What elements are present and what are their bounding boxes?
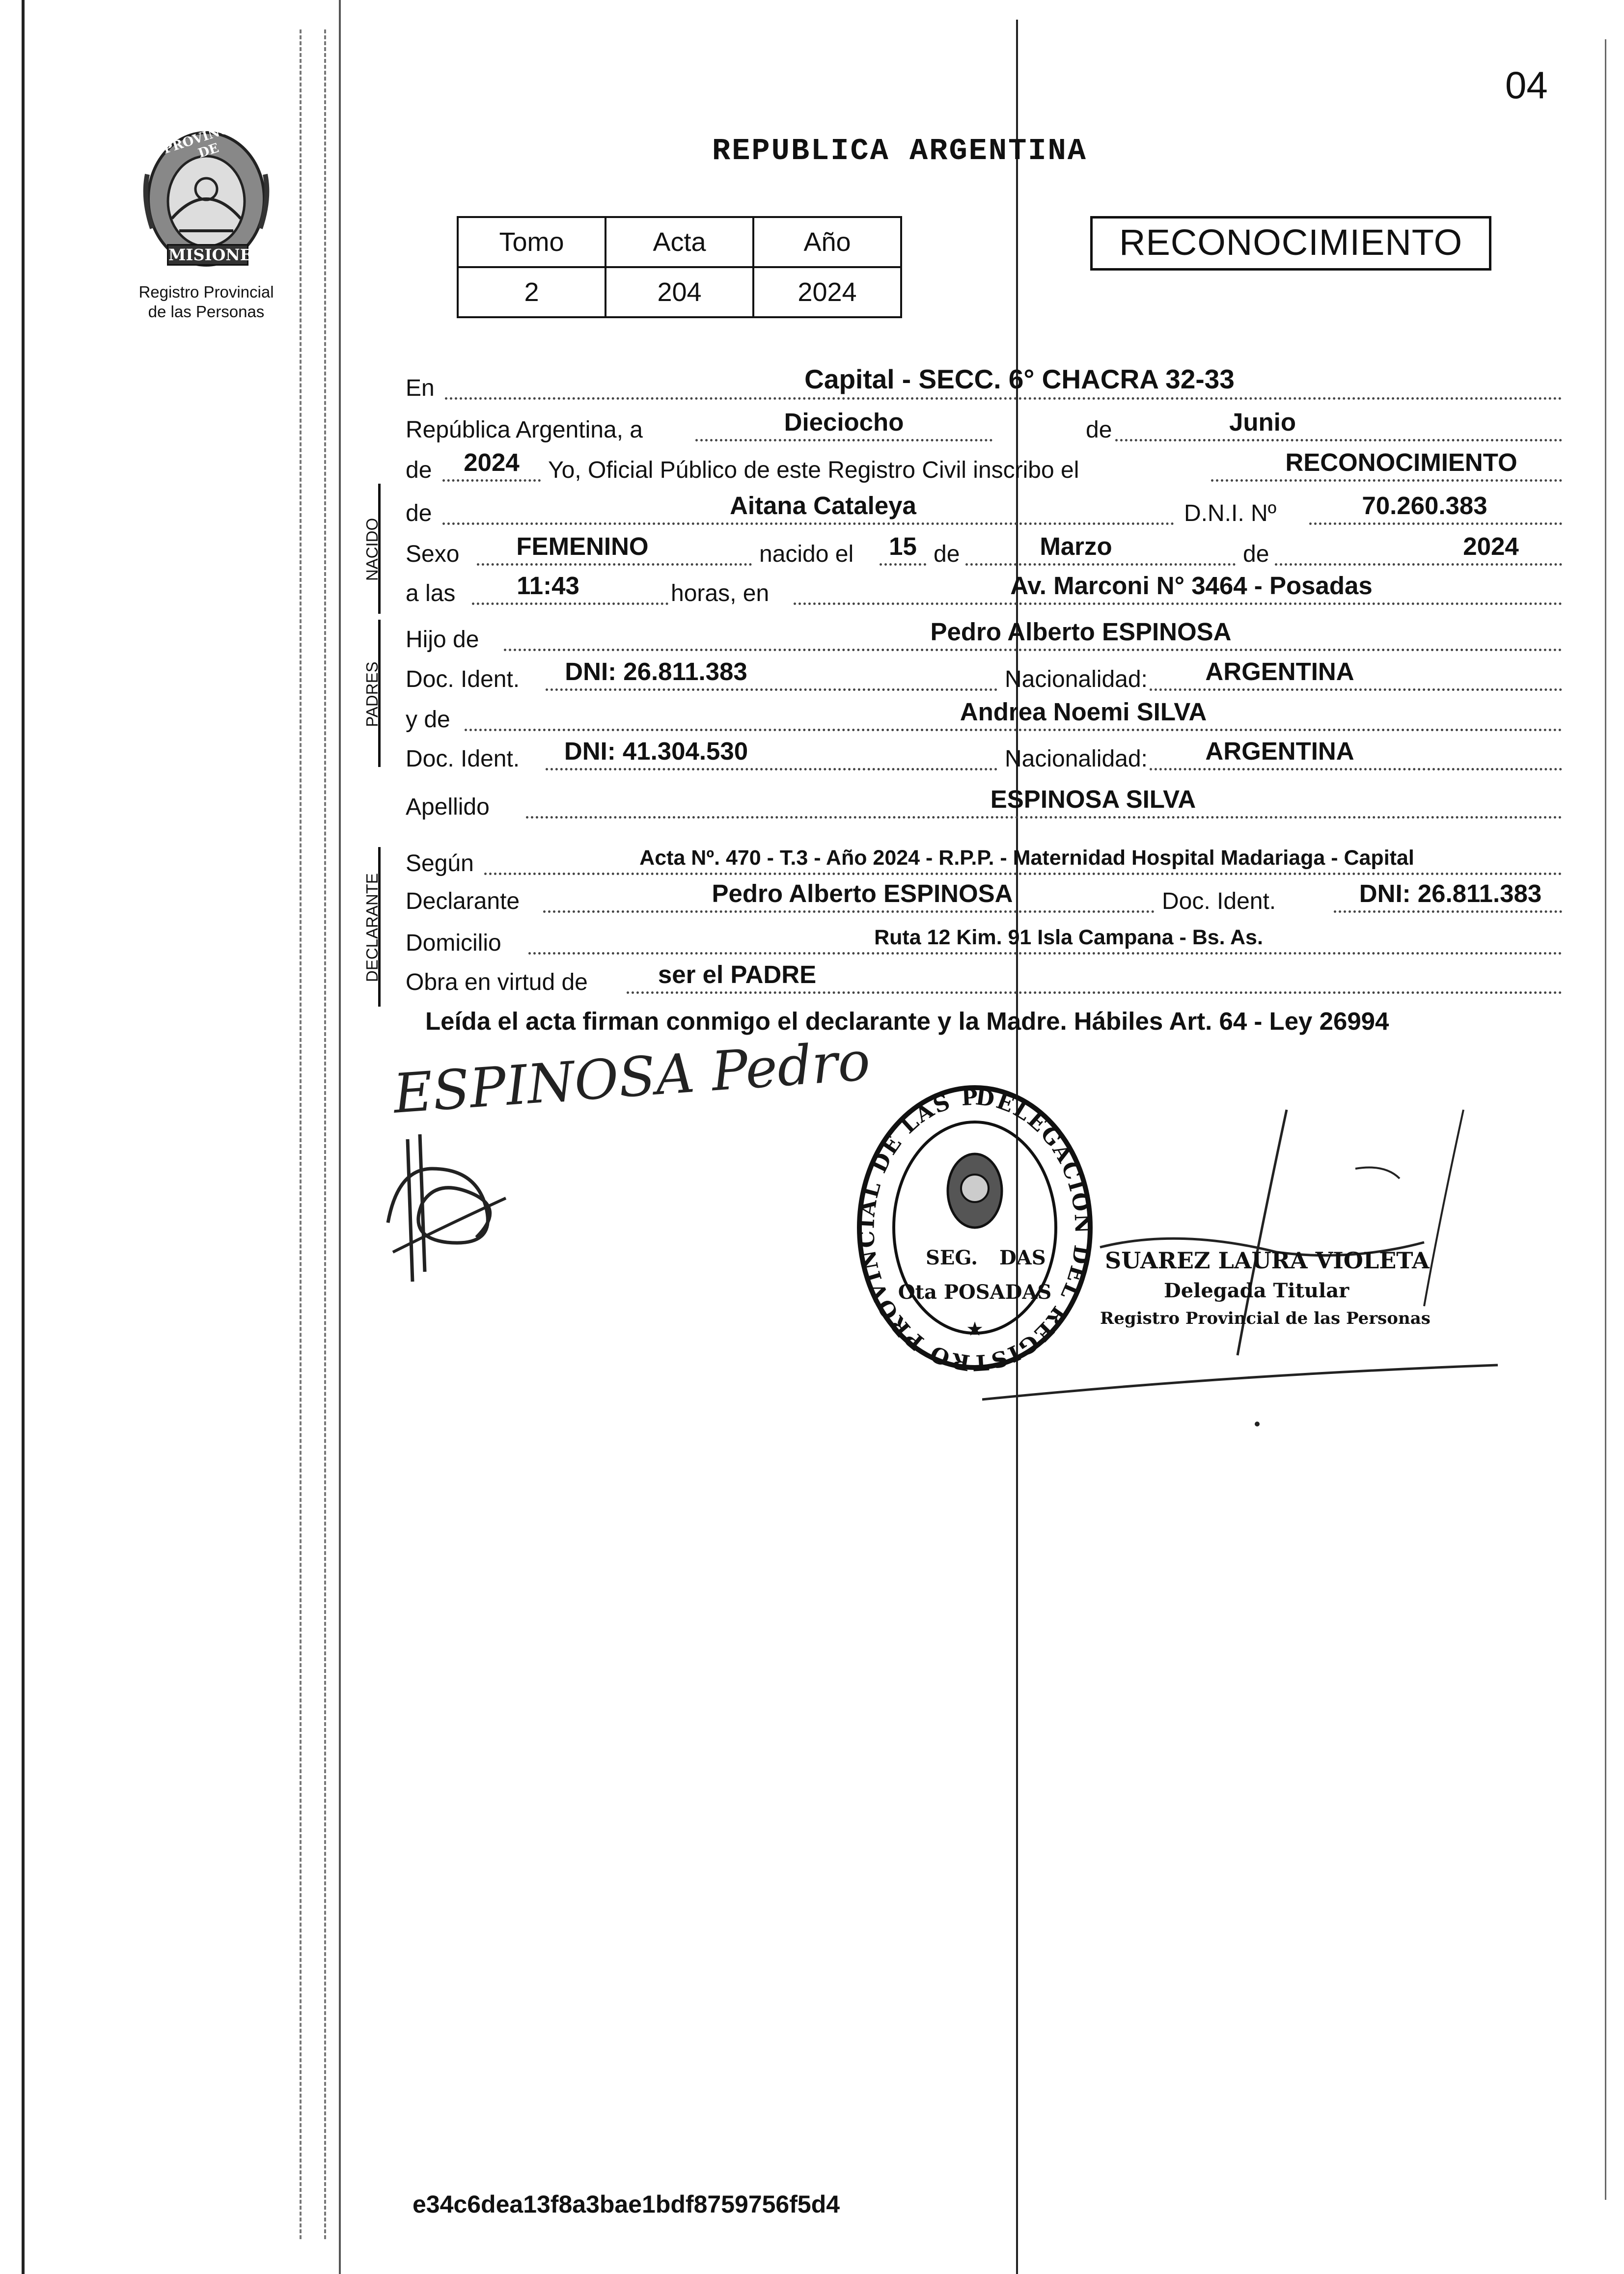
yde-label: y de <box>406 707 450 733</box>
row-domicilio <box>406 923 1562 962</box>
document-title: REPUBLICA ARGENTINA <box>712 134 1087 168</box>
row-segun <box>406 844 1562 883</box>
segun-value: Acta Nº. 470 - T.3 - Año 2024 - R.P.P. - Maternidad Hospital Madariaga - Capital <box>639 846 1414 870</box>
document-hash: e34c6dea13f8a3bae1bdf8759756f5d4 <box>413 2191 840 2218</box>
nacido-label: nacido el <box>759 541 854 567</box>
acta-header: Acta <box>606 217 753 267</box>
padres-section-label: PADRES <box>363 661 381 727</box>
row-declarante <box>406 881 1562 921</box>
row-nombre <box>406 493 1562 533</box>
de-label-2: de <box>406 457 432 483</box>
en-value: Capital - SECC. 6° CHACRA 32-33 <box>804 364 1235 394</box>
yo-text: Yo, Oficial Público de este Registro Civil inscribo el <box>548 457 1079 483</box>
de-label: de <box>1086 417 1112 443</box>
apellido-label: Apellido <box>406 794 490 820</box>
madre-nac-label: Nacionalidad: <box>1005 746 1148 772</box>
madre-doc-value: DNI: 41.304.530 <box>564 737 748 765</box>
handwritten-name: ESPINOSA Pedro <box>391 1029 872 1125</box>
de-label-5: de <box>1243 541 1269 567</box>
de-label-4: de <box>934 541 960 567</box>
de-label-3: de <box>406 500 432 526</box>
declarante-doc-value: DNI: 26.811.383 <box>1359 879 1542 907</box>
declarante-value: Pedro Alberto ESPINOSA <box>712 879 1013 907</box>
page-number: 04 <box>1505 63 1548 107</box>
anio-value: 2024 <box>753 267 901 317</box>
right-margin-line <box>1605 39 1606 2200</box>
nacido-section-label: NACIDO <box>363 518 381 581</box>
left-margin-line <box>339 0 341 2274</box>
tomo-header: Tomo <box>458 217 606 267</box>
declarant-handwritten-signature <box>391 1029 872 1125</box>
hijo-label: Hijo de <box>406 627 479 653</box>
official-office: Registro Provincial de las Personas <box>1100 1309 1431 1328</box>
province-seal-logo <box>133 116 280 277</box>
anio-header: Año <box>753 217 901 267</box>
logo-caption-line2: de las Personas <box>148 302 265 321</box>
domicilio-value: Ruta 12 Kim. 91 Isla Campana - Bs. As. <box>874 926 1263 949</box>
record-type-box: RECONOCIMIENTO <box>1090 216 1491 271</box>
lugar-value: Av. Marconi N° 3464 - Posadas <box>1010 572 1373 600</box>
left-scan-edge <box>22 0 25 2274</box>
hora-value: 11:43 <box>517 572 579 600</box>
en-label: En <box>406 375 435 401</box>
sexo-label: Sexo <box>406 541 460 567</box>
padre-doc-label: Doc. Ident. <box>406 666 520 692</box>
row-padre-doc <box>406 659 1562 699</box>
row-madre <box>406 700 1562 739</box>
perforation-line-1 <box>300 29 302 2239</box>
row-fecha <box>406 410 1562 449</box>
logo-text-bottom: MISIONES <box>167 244 248 266</box>
horas-label: horas, en <box>671 580 770 606</box>
official-role: Delegada Titular <box>1164 1279 1349 1302</box>
dni-value: 70.260.383 <box>1362 492 1487 520</box>
perforation-line-2 <box>324 29 326 2239</box>
declarante-label: Declarante <box>406 888 520 914</box>
row-hora <box>406 574 1562 613</box>
a-las-label: a las <box>406 580 456 606</box>
padre-nac-label: Nacionalidad: <box>1005 666 1148 692</box>
stamp-bottom: Ota POSADAS <box>898 1281 1052 1304</box>
inscribo-value: RECONOCIMIENTO <box>1285 448 1517 476</box>
mes-value: Junio <box>1229 408 1296 436</box>
segun-label: Según <box>406 850 474 877</box>
apellido-value: ESPINOSA SILVA <box>990 785 1196 813</box>
domicilio-label: Domicilio <box>406 930 501 956</box>
tomo-acta-table <box>457 216 902 318</box>
stamp-inner-left: SEG. <box>926 1246 978 1269</box>
sexo-value: FEMENINO <box>516 532 649 560</box>
acta-value: 204 <box>606 267 753 317</box>
declarante-doc-label: Doc. Ident. <box>1162 888 1276 914</box>
padre-value: Pedro Alberto ESPINOSA <box>930 618 1232 646</box>
republica-label: República Argentina, a <box>406 417 643 443</box>
stamp-inner-right: DAS <box>999 1246 1046 1269</box>
logo-text-top: PROVINCIA DE <box>161 116 247 162</box>
row-sexo <box>406 534 1562 574</box>
row-apellido <box>406 787 1562 826</box>
logo-caption <box>108 282 304 321</box>
padre-doc-value: DNI: 26.811.383 <box>565 658 747 685</box>
row-padre <box>406 620 1562 659</box>
nac-anio-value: 2024 <box>1463 532 1519 560</box>
nac-dia-value: 15 <box>889 532 917 560</box>
row-inscribo <box>406 450 1562 490</box>
madre-value: Andrea Noemi SILVA <box>960 698 1207 726</box>
nombre-value: Aitana Cataleya <box>730 492 916 520</box>
stamp-star-icon: ★ <box>966 1318 984 1340</box>
obra-label: Obra en virtud de <box>406 969 588 995</box>
row-madre-doc <box>406 739 1562 778</box>
madre-nac-value: ARGENTINA <box>1205 737 1354 765</box>
padre-nac-value: ARGENTINA <box>1205 658 1354 685</box>
madre-doc-label: Doc. Ident. <box>406 746 520 772</box>
anio-value-text: 2024 <box>464 448 520 476</box>
row-en <box>406 364 1562 408</box>
obra-value: ser el PADRE <box>658 960 817 988</box>
tomo-value: 2 <box>458 267 606 317</box>
stamp-ring-text: DELEGACION DEL REGISTRO PROVINCIAL DE LAS P <box>853 1085 1096 1375</box>
leida-statement: Leída el acta firman conmigo el declarante y la Madre. Hábiles Art. 64 - Ley 26994 <box>425 1007 1389 1035</box>
nac-mes-value: Marzo <box>1040 532 1112 560</box>
logo-caption-line1: Registro Provincial <box>138 283 274 301</box>
official-name: SUAREZ LAURA VIOLETA <box>1105 1247 1430 1274</box>
declarante-section-label: DECLARANTE <box>363 873 381 982</box>
dni-label: D.N.I. Nº <box>1184 500 1277 526</box>
row-obra <box>406 962 1562 1002</box>
declarant-scribble-signature <box>378 1124 525 1289</box>
dia-value: Dieciocho <box>784 408 904 436</box>
